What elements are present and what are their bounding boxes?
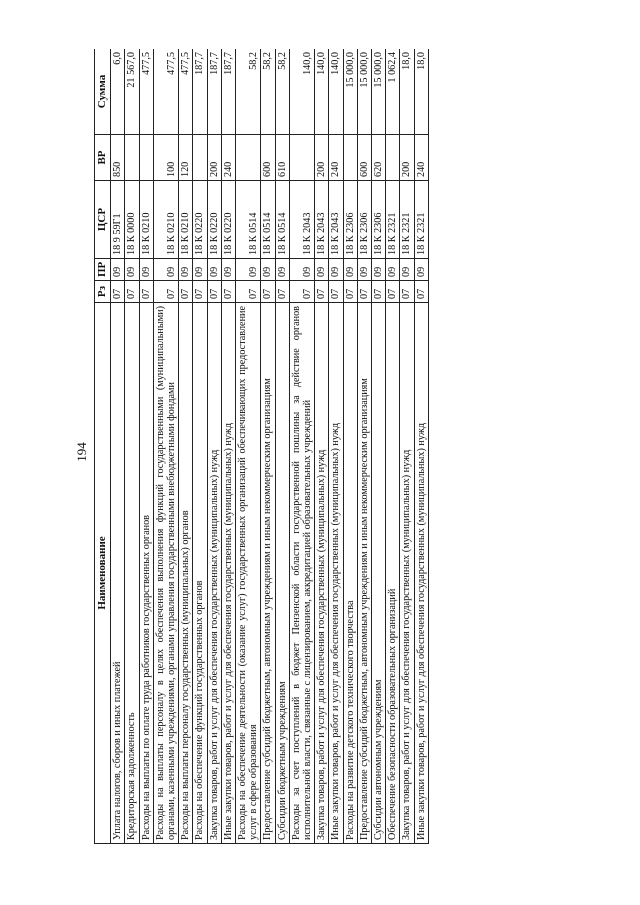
page-number: 194 — [74, 442, 89, 462]
cell-sum: 58,2 — [275, 49, 289, 135]
cell-sum: 18,0 — [400, 49, 414, 135]
cell-vr — [289, 135, 314, 181]
header-name: Наименование — [95, 303, 111, 844]
cell-csr: 18 К 0000 — [125, 181, 139, 259]
cell-pr: 09 — [343, 259, 357, 281]
cell-csr: 18 К 0220 — [207, 181, 221, 259]
cell-csr: 18 К 2043 — [315, 181, 329, 259]
cell-csr: 18 К 0210 — [139, 181, 153, 259]
cell-sum: 140,0 — [289, 49, 314, 135]
cell-rz: 07 — [275, 281, 289, 303]
table-row — [275, 49, 289, 844]
cell-sum: 140,0 — [315, 49, 329, 135]
cell-sum: 58,2 — [261, 49, 275, 135]
cell-vr: 240 — [329, 135, 343, 181]
cell-csr: 18 К 0210 — [153, 181, 178, 259]
cell-name: Иные закупки товаров, работ и услуг для обеспечения государственных (муниципальных) нужд — [414, 303, 428, 844]
cell-pr: 09 — [357, 259, 371, 281]
cell-rz: 07 — [193, 281, 207, 303]
table-body — [111, 49, 429, 844]
cell-vr: 600 — [357, 135, 371, 181]
cell-rz: 07 — [289, 281, 314, 303]
cell-pr: 09 — [207, 259, 221, 281]
cell-pr: 09 — [261, 259, 275, 281]
cell-name: Субсидии автономным учреждениям — [372, 303, 386, 844]
table-row — [193, 49, 207, 844]
cell-pr: 09 — [329, 259, 343, 281]
cell-name: Кредиторская задолженность — [125, 303, 139, 844]
budget-table-rotator — [94, 49, 530, 844]
cell-pr: 09 — [275, 259, 289, 281]
table-row — [111, 49, 125, 844]
cell-vr: 240 — [221, 135, 235, 181]
cell-pr: 09 — [414, 259, 428, 281]
cell-rz: 07 — [207, 281, 221, 303]
cell-pr: 09 — [289, 259, 314, 281]
cell-sum: 187,7 — [221, 49, 235, 135]
cell-name: Закупка товаров, работ и услуг для обеспечения государственных (муниципальных) нужд — [207, 303, 221, 844]
cell-name: Закупка товаров, работ и услуг для обеспечения государственных (муниципальных) нужд — [400, 303, 414, 844]
cell-csr: 18 К 0514 — [261, 181, 275, 259]
cell-csr: 18 К 2043 — [289, 181, 314, 259]
cell-name: Субсидии бюджетным учреждениям — [275, 303, 289, 844]
cell-sum: 477,5 — [139, 49, 153, 135]
cell-vr: 620 — [372, 135, 386, 181]
cell-rz: 07 — [221, 281, 235, 303]
cell-rz: 07 — [261, 281, 275, 303]
cell-name: Расходы на выплаты персоналу государственных (муниципальных) органов — [179, 303, 193, 844]
cell-name: Предоставление субсидий бюджетным, автономным учреждениям и иным некоммерческим организациям — [357, 303, 371, 844]
cell-rz: 07 — [343, 281, 357, 303]
cell-name: Закупка товаров, работ и услуг для обеспечения государственных (муниципальных) нужд — [315, 303, 329, 844]
cell-rz: 07 — [400, 281, 414, 303]
cell-pr: 09 — [386, 259, 400, 281]
header-row — [95, 49, 111, 844]
cell-name: Расходы за счет поступлений в бюджет Пензенской области государственной пошлины за действие органов исполнительной власти, связанные с лицензированием, аккредитацией образовательных учреждений — [289, 303, 314, 844]
table-row — [329, 49, 343, 844]
table-row — [386, 49, 400, 844]
table-row — [414, 49, 428, 844]
cell-name: Расходы на выплаты по оплате труда работников государственных органов — [139, 303, 153, 844]
cell-sum: 477,5 — [179, 49, 193, 135]
cell-sum: 477,5 — [153, 49, 178, 135]
cell-vr: 850 — [111, 135, 125, 181]
cell-vr: 200 — [207, 135, 221, 181]
table-row — [357, 49, 371, 844]
cell-pr: 09 — [193, 259, 207, 281]
cell-sum: 140,0 — [329, 49, 343, 135]
cell-csr: 18 К 0210 — [179, 181, 193, 259]
table-row — [289, 49, 314, 844]
cell-sum: 58,2 — [236, 49, 261, 135]
cell-sum: 1 062,4 — [386, 49, 400, 135]
cell-csr: 18 К 0514 — [275, 181, 289, 259]
cell-pr: 09 — [179, 259, 193, 281]
cell-sum: 18,0 — [414, 49, 428, 135]
header-sum: Сумма — [95, 49, 111, 135]
cell-vr: 600 — [261, 135, 275, 181]
cell-sum: 15 000,0 — [357, 49, 371, 135]
cell-vr: 100 — [153, 135, 178, 181]
cell-rz: 07 — [414, 281, 428, 303]
cell-csr: 18 К 2321 — [386, 181, 400, 259]
cell-name: Расходы на выплаты персоналу в целях обеспечения выполнения функций государственными (муниципальными) органами, казенными учреждениями, органами управления государственными внебюджетными фондами — [153, 303, 178, 844]
cell-sum: 15 000,0 — [372, 49, 386, 135]
cell-name: Расходы на обеспечение функций государственных органов — [193, 303, 207, 844]
table-row — [261, 49, 275, 844]
cell-name: Расходы на развитие детского технического творчества — [343, 303, 357, 844]
cell-pr: 09 — [139, 259, 153, 281]
table-row — [400, 49, 414, 844]
cell-rz: 07 — [236, 281, 261, 303]
cell-rz: 07 — [372, 281, 386, 303]
cell-rz: 07 — [153, 281, 178, 303]
cell-csr: 18 К 0220 — [221, 181, 235, 259]
cell-csr: 18 К 2321 — [400, 181, 414, 259]
cell-csr: 18 К 0220 — [193, 181, 207, 259]
cell-vr: 610 — [275, 135, 289, 181]
cell-rz: 07 — [357, 281, 371, 303]
cell-pr: 09 — [236, 259, 261, 281]
cell-vr — [236, 135, 261, 181]
table-row — [179, 49, 193, 844]
cell-name: Иные закупки товаров, работ и услуг для обеспечения государственных (муниципальных) нужд — [221, 303, 235, 844]
table-row — [207, 49, 221, 844]
cell-pr: 09 — [111, 259, 125, 281]
cell-vr — [343, 135, 357, 181]
table-row — [125, 49, 139, 844]
cell-csr: 18 К 2306 — [343, 181, 357, 259]
table-row — [236, 49, 261, 844]
header-rz: Рз — [95, 281, 111, 303]
table-row — [372, 49, 386, 844]
cell-name: Уплата налогов, сборов и иных платежей — [111, 303, 125, 844]
cell-vr — [193, 135, 207, 181]
cell-sum: 6,0 — [111, 49, 125, 135]
table-row — [221, 49, 235, 844]
budget-table — [94, 49, 429, 844]
cell-rz: 07 — [111, 281, 125, 303]
cell-sum: 187,7 — [207, 49, 221, 135]
cell-pr: 09 — [153, 259, 178, 281]
cell-name: Расходы на обеспечение деятельности (оказание услуг) государственных организаций обеспечивающих предоставление услуг в сфере образования — [236, 303, 261, 844]
cell-sum: 15 000,0 — [343, 49, 357, 135]
cell-csr: 18 К 2321 — [414, 181, 428, 259]
header-csr: ЦСР — [95, 181, 111, 259]
cell-vr: 200 — [315, 135, 329, 181]
cell-pr: 09 — [400, 259, 414, 281]
header-vr: ВР — [95, 135, 111, 181]
cell-csr: 18 К 2306 — [357, 181, 371, 259]
cell-pr: 09 — [221, 259, 235, 281]
cell-sum: 21 567,0 — [125, 49, 139, 135]
cell-csr: 18 К 2043 — [329, 181, 343, 259]
cell-pr: 09 — [372, 259, 386, 281]
cell-rz: 07 — [179, 281, 193, 303]
table-row — [315, 49, 329, 844]
cell-vr: 240 — [414, 135, 428, 181]
header-pr: ПР — [95, 259, 111, 281]
cell-csr: 18 К 0514 — [236, 181, 261, 259]
table-row — [343, 49, 357, 844]
cell-sum: 187,7 — [193, 49, 207, 135]
cell-name: Иные закупки товаров, работ и услуг для обеспечения государственных (муниципальных) нужд — [329, 303, 343, 844]
cell-rz: 07 — [125, 281, 139, 303]
budget-table-frame — [94, 49, 530, 844]
cell-csr: 18 К 2306 — [372, 181, 386, 259]
cell-rz: 07 — [139, 281, 153, 303]
cell-vr: 200 — [400, 135, 414, 181]
cell-rz: 07 — [329, 281, 343, 303]
cell-name: Предоставление субсидий бюджетным, автономным учреждениям и иным некоммерческим организациям — [261, 303, 275, 844]
cell-rz: 07 — [386, 281, 400, 303]
cell-pr: 09 — [125, 259, 139, 281]
cell-vr — [386, 135, 400, 181]
cell-name: Обеспечение безопасности образовательных организаций — [386, 303, 400, 844]
cell-rz: 07 — [315, 281, 329, 303]
cell-pr: 09 — [315, 259, 329, 281]
cell-vr — [139, 135, 153, 181]
cell-vr — [125, 135, 139, 181]
cell-vr: 120 — [179, 135, 193, 181]
table-row — [139, 49, 153, 844]
table-row — [153, 49, 178, 844]
cell-csr: 18 9 59Г1 — [111, 181, 125, 259]
